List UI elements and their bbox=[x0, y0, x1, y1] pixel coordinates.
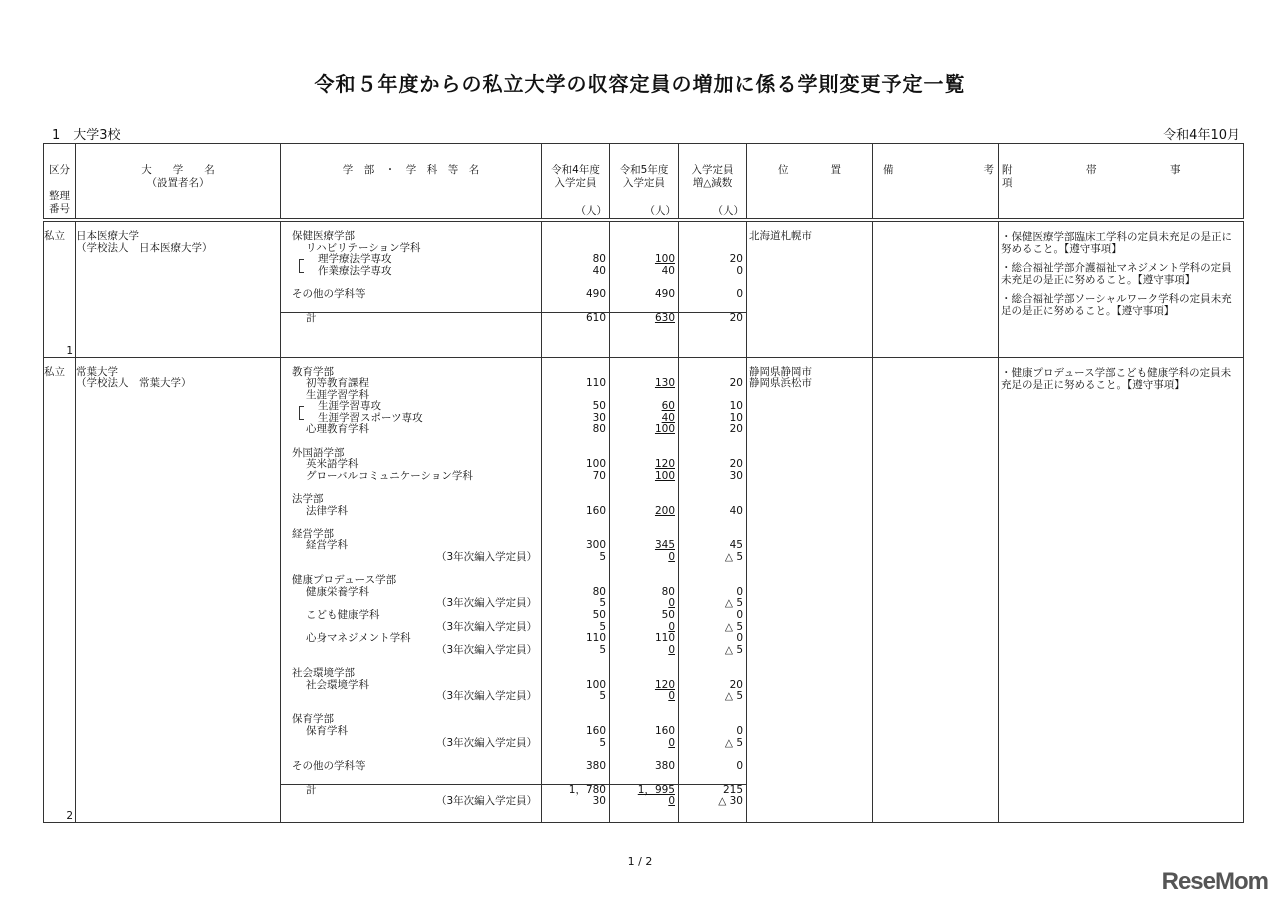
faculty-name: 社会環境学部 bbox=[292, 666, 355, 679]
header-biko-2: 考 bbox=[983, 164, 994, 176]
r5-value bbox=[610, 761, 678, 773]
bracket-bot bbox=[299, 266, 304, 273]
faculty-name: 保育学科 bbox=[306, 724, 348, 737]
diff-value bbox=[679, 656, 746, 668]
header-r5 bbox=[610, 144, 679, 221]
r4-value: 5 bbox=[599, 643, 606, 656]
faculty-line bbox=[281, 289, 541, 301]
r4-value: 490 bbox=[585, 287, 606, 300]
r5-number: 40 bbox=[661, 411, 675, 424]
r5-number: 110 bbox=[654, 632, 675, 645]
r5-number: 1，995 bbox=[637, 783, 675, 796]
r5-number: 345 bbox=[654, 539, 675, 552]
faculty-line bbox=[281, 738, 541, 750]
kubun-cell bbox=[44, 357, 76, 822]
condition-item: ・総合福祉学部ソーシャルワーク学科の定員未充足の是正に努めること。【遵守事項】 bbox=[1001, 293, 1232, 317]
university-row bbox=[44, 220, 1244, 357]
r5-value bbox=[610, 312, 678, 325]
r4-cell bbox=[542, 357, 610, 822]
header-r5-cap: 入学定員 bbox=[623, 177, 665, 189]
r4-value: 30 bbox=[592, 795, 606, 808]
corporation-name: （学校法人 常葉大学） bbox=[76, 377, 192, 390]
diff-value bbox=[679, 703, 746, 715]
faculty-line bbox=[281, 796, 541, 808]
r5-lines bbox=[610, 358, 678, 809]
diff-value: 0 bbox=[736, 724, 743, 737]
faculty-line bbox=[281, 633, 541, 645]
r5-number: 160 bbox=[654, 724, 675, 737]
diff-value: 0 bbox=[736, 264, 743, 277]
header-r5-label: 令和5年度 bbox=[619, 164, 669, 176]
row-number: 1 bbox=[66, 344, 73, 357]
r4-value bbox=[542, 517, 609, 529]
header-biko-1: 備 bbox=[883, 164, 894, 176]
diff-value: 20 bbox=[729, 377, 743, 390]
diff-value bbox=[679, 482, 746, 494]
faculty-name: 英米語学科 bbox=[306, 458, 359, 471]
r4-value bbox=[542, 482, 609, 494]
header-univ-label: 大 学 名 bbox=[141, 164, 215, 176]
faculty-name: 初等教育課程 bbox=[306, 377, 369, 390]
r5-number: 100 bbox=[654, 469, 675, 482]
header-r5-unit: （人） bbox=[644, 205, 676, 217]
r5-value bbox=[610, 378, 678, 390]
faculty-line bbox=[281, 424, 541, 436]
r4-value: 610 bbox=[542, 312, 609, 325]
conditions bbox=[999, 222, 1243, 317]
r5-value bbox=[610, 564, 678, 576]
location-cell bbox=[747, 357, 873, 822]
section-heading: 1 大学3校 bbox=[52, 128, 121, 143]
r5-cell bbox=[610, 220, 679, 357]
diff-lines bbox=[679, 358, 746, 809]
r4-value: 50 bbox=[592, 608, 606, 621]
r5-number: 100 bbox=[654, 253, 675, 266]
diff-value bbox=[679, 749, 746, 761]
remarks-cell bbox=[873, 220, 999, 357]
transfer-note: （3年次編入学定員） bbox=[436, 795, 538, 808]
bracket-bot bbox=[299, 413, 304, 420]
header-r4-unit: （人） bbox=[575, 205, 607, 217]
r4-value: 30 bbox=[592, 411, 606, 424]
r4-value: 5 bbox=[599, 597, 606, 610]
diff-value bbox=[679, 668, 746, 680]
faculty-name: 保健医療学部 bbox=[292, 230, 355, 242]
diff-value: 0 bbox=[736, 759, 743, 772]
r5-lines bbox=[610, 222, 678, 325]
r5-value bbox=[610, 506, 678, 518]
faculty-name: グローバルコミュニケーション学科 bbox=[306, 469, 473, 482]
diff-value: 10 bbox=[729, 411, 743, 424]
corporation-name: （学校法人 日本医療大学） bbox=[76, 241, 213, 254]
faculty-name: 作業療法学専攻 bbox=[318, 264, 392, 277]
diff-value: △ 5 bbox=[724, 597, 743, 610]
r5-value bbox=[610, 552, 678, 564]
faculty-name: 心理教育学科 bbox=[306, 423, 369, 436]
r5-number: 130 bbox=[654, 377, 675, 390]
r5-value bbox=[610, 691, 678, 703]
kubun-cell bbox=[44, 220, 76, 357]
diff-value: 30 bbox=[729, 469, 743, 482]
r4-value bbox=[542, 231, 609, 243]
header-r4-cap: 入学定員 bbox=[554, 177, 597, 189]
r4-value bbox=[542, 301, 609, 313]
diff-value: 0 bbox=[736, 608, 743, 621]
r5-value bbox=[610, 738, 678, 750]
r5-number: 120 bbox=[654, 458, 675, 471]
r5-number: 0 bbox=[668, 551, 675, 563]
faculty-name: 理学療法学専攻 bbox=[318, 253, 392, 266]
faculty-name: 生涯学習専攻 bbox=[318, 400, 381, 413]
diff-value: △ 5 bbox=[724, 736, 743, 749]
faculty-lines bbox=[281, 222, 541, 325]
r4-value bbox=[542, 749, 609, 761]
faculty-cell bbox=[281, 220, 542, 357]
header-diff-unit: （人） bbox=[712, 205, 744, 217]
faculty-name: 経営学部 bbox=[292, 527, 334, 540]
condition-item: ・保健医療学部臨床工学科の定員未充足の是正に努めること。【遵守事項】 bbox=[1001, 231, 1232, 255]
university-cell bbox=[76, 357, 281, 822]
faculty-name: 保育学部 bbox=[292, 713, 334, 726]
r4-value: 100 bbox=[585, 678, 606, 691]
r4-value bbox=[542, 494, 609, 506]
r5-number: 0 bbox=[668, 795, 675, 808]
page-number: 1 / 2 bbox=[627, 855, 653, 868]
diff-value: △ 5 bbox=[724, 690, 743, 703]
r4-value: 5 bbox=[599, 690, 606, 703]
r5-value bbox=[610, 517, 678, 529]
transfer-note: （3年次編入学定員） bbox=[436, 736, 538, 749]
location: 静岡県浜松市 bbox=[749, 377, 812, 390]
r4-cell bbox=[542, 220, 610, 357]
header-r4-label: 令和4年度 bbox=[551, 164, 600, 176]
r5-number: 100 bbox=[654, 423, 675, 436]
faculty-name: 健康プロデュース学部 bbox=[292, 574, 397, 587]
faculty-name: その他の学科等 bbox=[292, 287, 366, 300]
r5-value bbox=[610, 231, 678, 243]
university-name-block bbox=[76, 222, 280, 254]
r5-number: 0 bbox=[668, 736, 675, 749]
r5-number: 40 bbox=[661, 264, 675, 277]
university-table bbox=[43, 143, 1254, 823]
diff-value bbox=[679, 564, 746, 576]
r5-number: 0 bbox=[668, 690, 675, 703]
faculty-name: 法学部 bbox=[292, 493, 324, 506]
transfer-note: （3年次編入学定員） bbox=[436, 643, 538, 656]
r4-value: 160 bbox=[585, 724, 606, 737]
header-futai-label: 附 帯 事 項 bbox=[1002, 164, 1254, 189]
r4-value bbox=[542, 564, 609, 576]
conditions bbox=[999, 358, 1243, 391]
diff-value: △ 5 bbox=[724, 643, 743, 656]
faculty-name: 生涯学習スポーツ専攻 bbox=[318, 411, 423, 424]
r4-value: 5 bbox=[599, 551, 606, 563]
r4-value: 5 bbox=[599, 620, 606, 633]
header-diff-label2: 増△減数 bbox=[692, 177, 733, 189]
diff-value: 20 bbox=[729, 678, 743, 691]
faculty-line bbox=[281, 312, 541, 325]
diff-value bbox=[679, 436, 746, 448]
location-lines bbox=[747, 358, 872, 390]
r5-number: 200 bbox=[654, 504, 675, 517]
r4-lines bbox=[542, 222, 609, 325]
faculty-name: 法律学科 bbox=[306, 504, 348, 517]
r4-value: 80 bbox=[592, 585, 606, 598]
page-title: 令和５年度からの私立大学の収容定員の増加に係る学則変更予定一覧 bbox=[314, 72, 966, 96]
faculty-name: 計 bbox=[306, 783, 317, 796]
r5-cell bbox=[610, 357, 679, 822]
r5-number: 0 bbox=[668, 597, 675, 610]
r5-value bbox=[610, 482, 678, 494]
faculty-name: 生涯学習学科 bbox=[306, 388, 369, 401]
header-kubun bbox=[44, 144, 76, 221]
r5-value bbox=[610, 266, 678, 278]
r5-number: 0 bbox=[668, 620, 675, 633]
diff-value: 20 bbox=[679, 312, 746, 325]
faculty-line bbox=[281, 772, 541, 784]
transfer-note: （3年次編入学定員） bbox=[436, 690, 538, 703]
r4-value: 5 bbox=[599, 736, 606, 749]
r4-lines bbox=[542, 358, 609, 809]
r4-value: 110 bbox=[585, 632, 606, 645]
header-setchisha: （設置者名） bbox=[146, 177, 210, 189]
faculty-line bbox=[281, 645, 541, 657]
diff-value: △ 5 bbox=[724, 620, 743, 633]
faculty-name: 経営学科 bbox=[306, 539, 348, 552]
header-bango: 番号 bbox=[49, 203, 70, 215]
diff-value bbox=[679, 772, 746, 784]
remarks-cell bbox=[873, 357, 999, 822]
faculty-line bbox=[281, 726, 541, 738]
header-seiri: 整理 bbox=[49, 190, 70, 202]
faculty-name: その他の学科等 bbox=[292, 759, 366, 772]
diff-value: 20 bbox=[729, 458, 743, 471]
row-number: 2 bbox=[66, 809, 73, 822]
diff-value: △ 30 bbox=[718, 795, 743, 808]
header-diff bbox=[679, 144, 747, 221]
header-diff-label1: 入学定員 bbox=[691, 164, 734, 176]
faculty-line bbox=[281, 471, 541, 483]
university-name: 常葉大学 bbox=[76, 365, 118, 378]
r5-number: 490 bbox=[654, 287, 675, 300]
header-kubun-label: 区分 bbox=[49, 164, 70, 176]
r5-number: 80 bbox=[661, 585, 675, 598]
table-header bbox=[44, 144, 1244, 221]
r5-value bbox=[610, 656, 678, 668]
diff-value: △ 5 bbox=[724, 551, 743, 563]
r5-value bbox=[610, 796, 678, 808]
diff-value: 215 bbox=[679, 784, 746, 797]
faculty-lines bbox=[281, 358, 541, 809]
location-lines bbox=[747, 222, 872, 243]
r4-value: 160 bbox=[585, 504, 606, 517]
transfer-note: （3年次編入学定員） bbox=[436, 620, 538, 633]
condition-item: ・健康プロデュース学部こども健康学科の定員未充足の是正に努めること。【遵守事項】 bbox=[1001, 366, 1232, 391]
r5-value bbox=[610, 436, 678, 448]
r5-value bbox=[610, 301, 678, 313]
university-name-block bbox=[76, 358, 280, 390]
faculty-name: 心身マネジメント学科 bbox=[306, 632, 411, 645]
r5-value bbox=[610, 471, 678, 483]
diff-value: 10 bbox=[729, 400, 743, 413]
kubun: 私立 bbox=[44, 365, 65, 378]
diff-cell bbox=[679, 357, 747, 822]
r4-value bbox=[542, 668, 609, 680]
condition-item: ・総合福祉学部介護福祉マネジメント学科の定員未充足の是正に努めること。【遵守事項】 bbox=[1001, 262, 1232, 286]
faculty-name: 健康栄養学科 bbox=[306, 585, 369, 598]
location-cell bbox=[747, 220, 873, 357]
r4-value: 1，780 bbox=[542, 784, 609, 797]
resemom-logo: ReseMom bbox=[1161, 868, 1268, 895]
transfer-note: （3年次編入学定員） bbox=[436, 551, 538, 563]
diff-value: 0 bbox=[736, 585, 743, 598]
faculty-name: 社会環境学科 bbox=[306, 678, 369, 691]
faculty-line bbox=[281, 301, 541, 313]
r4-value: 50 bbox=[592, 400, 606, 413]
faculty-line bbox=[281, 761, 541, 773]
r4-value bbox=[542, 656, 609, 668]
r4-value: 80 bbox=[592, 423, 606, 436]
faculty-name: 外国語学部 bbox=[292, 446, 345, 459]
r5-number: 380 bbox=[654, 759, 675, 772]
r4-value: 110 bbox=[585, 377, 606, 390]
r4-value: 300 bbox=[585, 539, 606, 552]
header-univ bbox=[76, 144, 281, 221]
faculty-name: リハビリテーション学科 bbox=[306, 241, 421, 254]
r4-value bbox=[542, 772, 609, 784]
university-cell bbox=[76, 220, 281, 357]
faculty-line bbox=[281, 506, 541, 518]
diff-value bbox=[679, 301, 746, 313]
faculty-name: 教育学部 bbox=[292, 365, 334, 378]
r5-value bbox=[610, 703, 678, 715]
header-faculty bbox=[281, 144, 542, 221]
header-faculty-label: 学 部 ・ 学 科 等 名 bbox=[342, 164, 480, 176]
faculty-line bbox=[281, 691, 541, 703]
faculty-line bbox=[281, 266, 541, 278]
diff-value: 0 bbox=[736, 632, 743, 645]
r4-value bbox=[542, 703, 609, 715]
r5-number: 120 bbox=[654, 678, 675, 691]
header-loc bbox=[747, 144, 873, 221]
header-biko bbox=[873, 144, 999, 221]
faculty-name: 計 bbox=[306, 312, 317, 325]
r4-value: 80 bbox=[592, 253, 606, 266]
university-row bbox=[44, 357, 1244, 822]
r5-number: 0 bbox=[668, 643, 675, 656]
document-date: 令和4年10月 bbox=[1163, 128, 1240, 143]
location: 静岡県静岡市 bbox=[749, 365, 812, 378]
diff-value: 40 bbox=[729, 504, 743, 517]
r4-value: 40 bbox=[592, 264, 606, 277]
header-loc-label: 位 置 bbox=[778, 164, 841, 176]
location: 北海道札幌市 bbox=[749, 230, 812, 242]
university-name: 日本医療大学 bbox=[76, 230, 139, 242]
diff-value bbox=[679, 494, 746, 506]
r4-value: 100 bbox=[585, 458, 606, 471]
diff-cell bbox=[679, 220, 747, 357]
faculty-cell bbox=[281, 357, 542, 822]
r5-value bbox=[610, 289, 678, 301]
r5-number: 630 bbox=[654, 312, 675, 325]
faculty-line bbox=[281, 552, 541, 564]
header-futai bbox=[999, 144, 1254, 221]
kubun: 私立 bbox=[44, 230, 65, 242]
r5-number: 60 bbox=[661, 400, 675, 413]
diff-value bbox=[679, 517, 746, 529]
r4-value bbox=[542, 436, 609, 448]
conditions-cell bbox=[999, 357, 1244, 822]
conditions-cell bbox=[999, 220, 1244, 357]
diff-value: 0 bbox=[736, 287, 743, 300]
transfer-note: （3年次編入学定員） bbox=[436, 597, 538, 610]
r4-value: 380 bbox=[585, 759, 606, 772]
faculty-line bbox=[281, 610, 541, 622]
diff-value: 20 bbox=[729, 423, 743, 436]
r5-number: 50 bbox=[661, 608, 675, 621]
diff-value bbox=[679, 231, 746, 243]
diff-value: 20 bbox=[729, 253, 743, 266]
r5-value bbox=[610, 772, 678, 784]
diff-lines bbox=[679, 222, 746, 325]
r4-value: 70 bbox=[592, 469, 606, 482]
diff-value: 45 bbox=[729, 539, 743, 552]
r5-value bbox=[610, 645, 678, 657]
r5-value bbox=[610, 424, 678, 436]
faculty-name: こども健康学科 bbox=[306, 608, 380, 621]
header-r4 bbox=[542, 144, 610, 221]
